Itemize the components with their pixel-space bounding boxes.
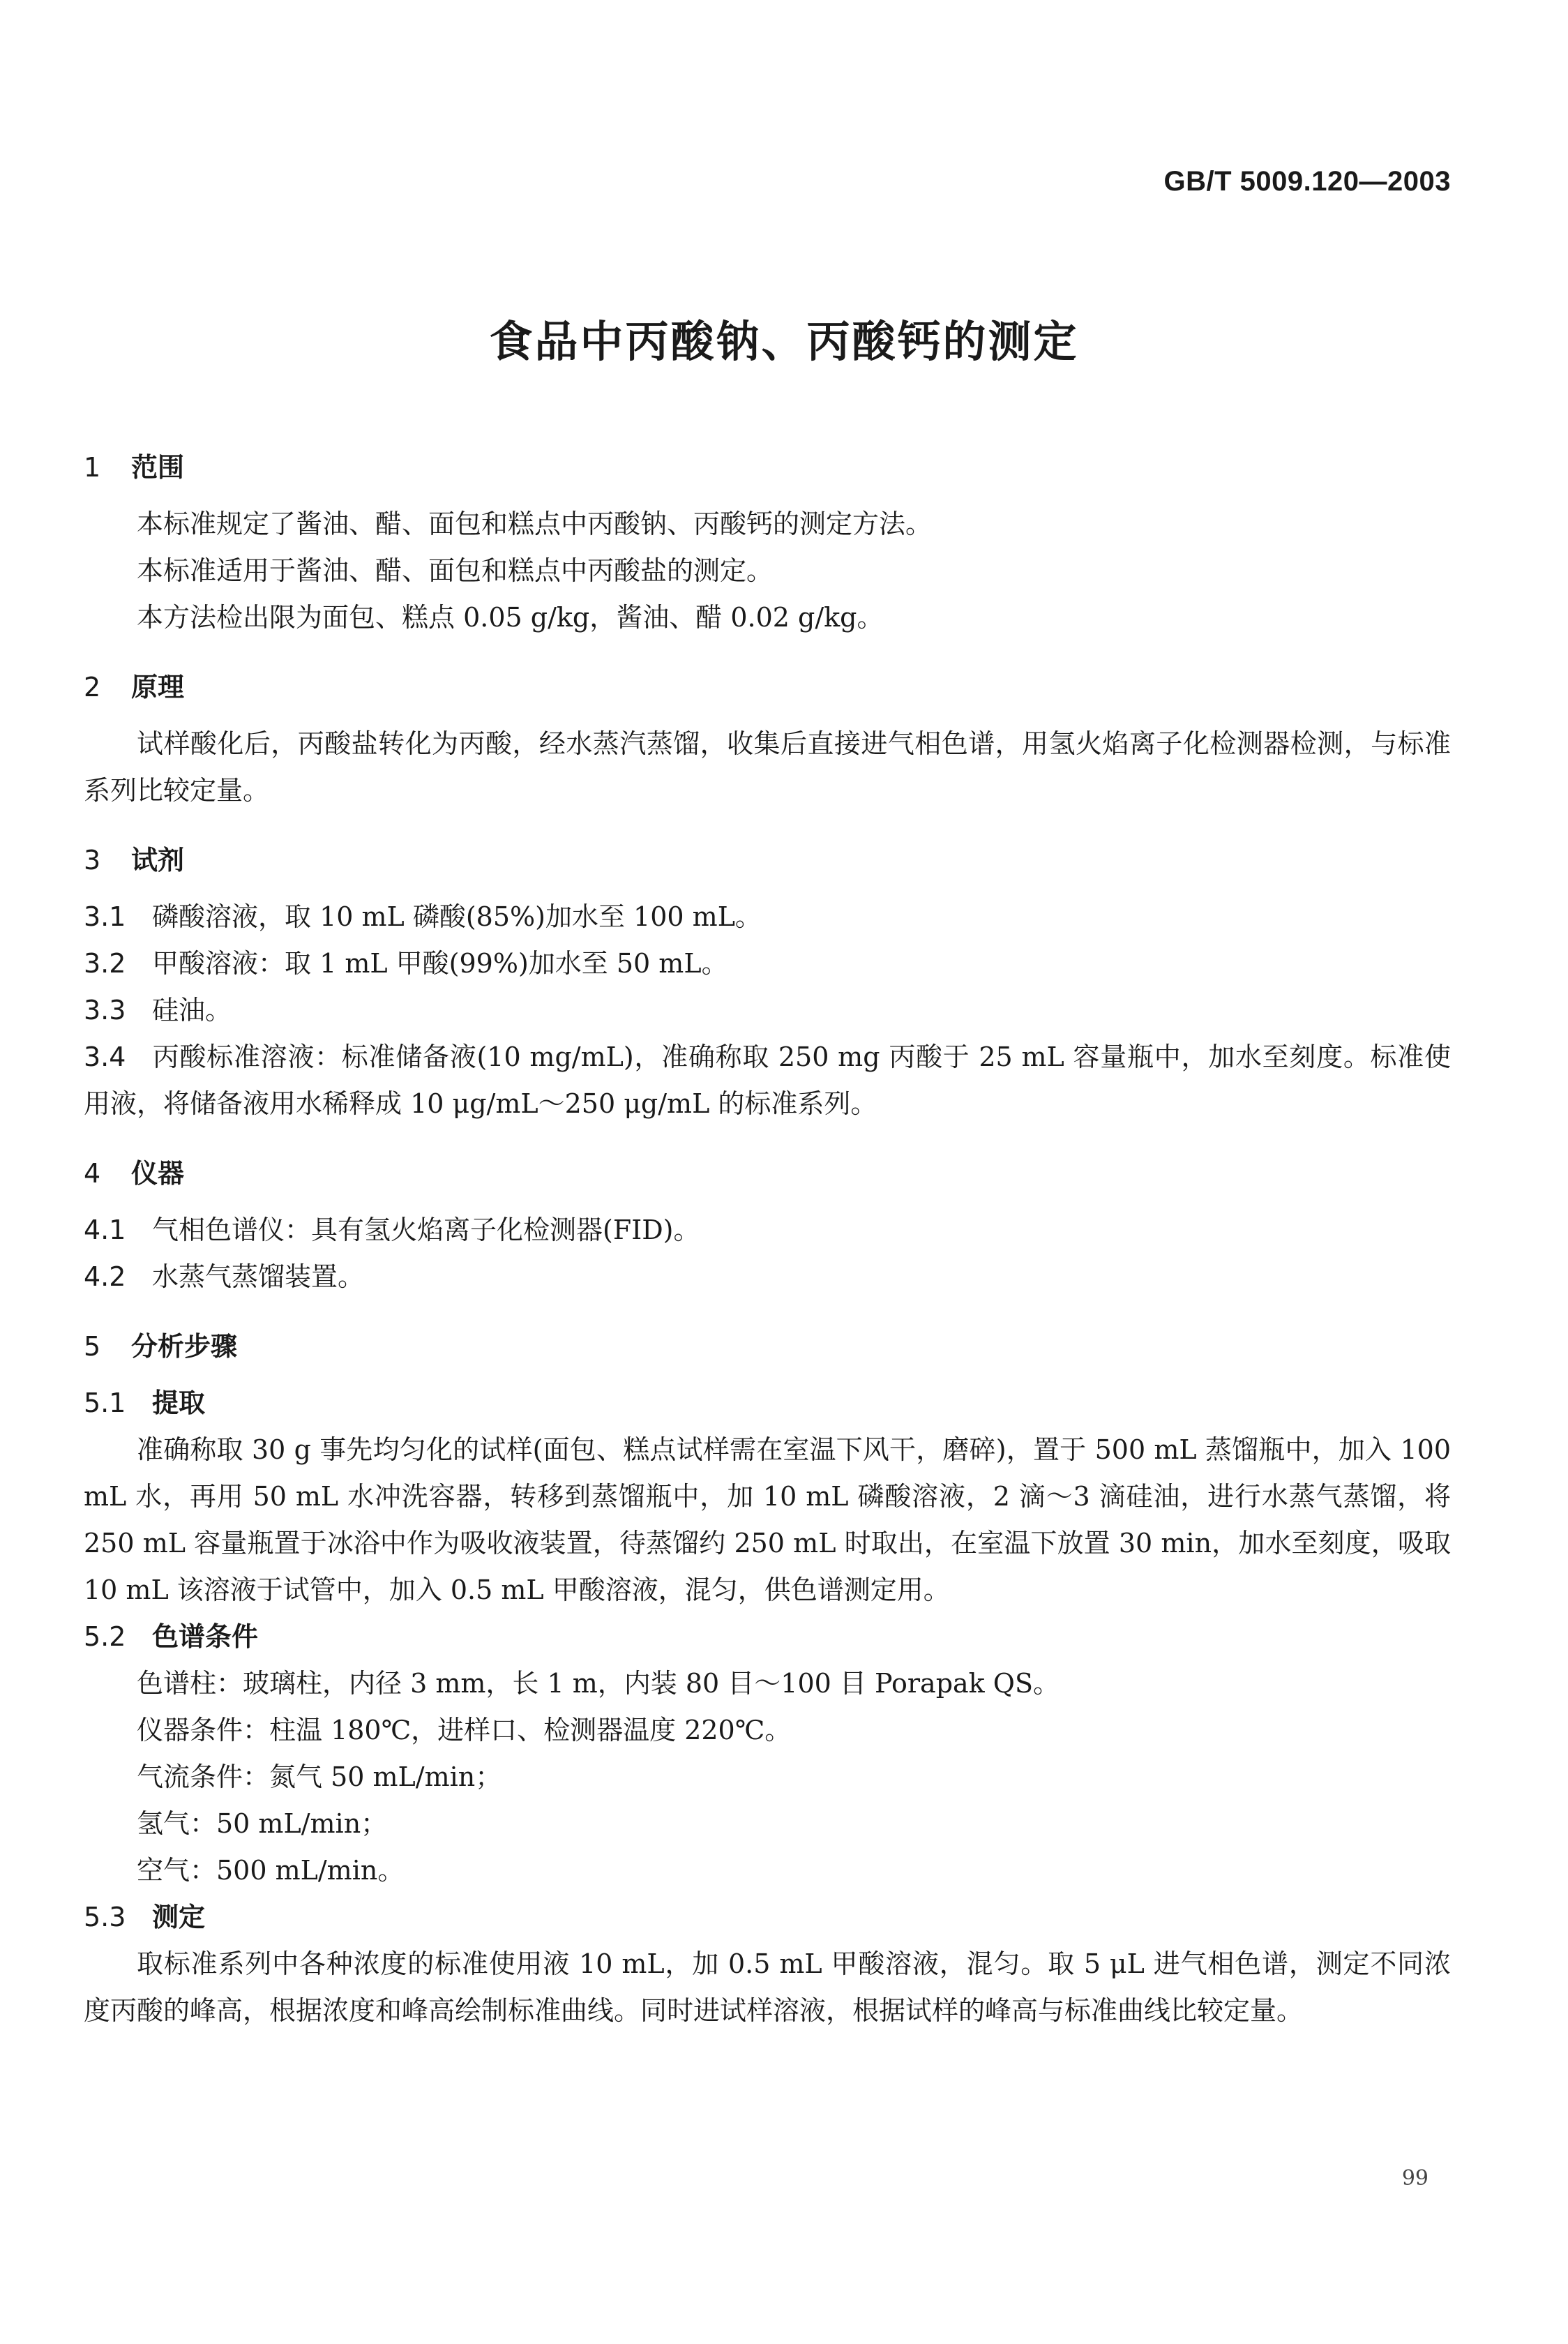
item-text: 丙酸标准溶液：标准储备液(10 mg/mL)，准确称取 250 mg 丙酸于 25 mL 容量瓶中，加水至刻度。标准使用液，将储备液用水稀释成 10 μg/mL～250 μg/mL 的标准系列。: [84, 1042, 1451, 1119]
item-text: 甲酸溶液：取 1 mL 甲酸(99%)加水至 50 mL。: [152, 948, 728, 979]
section-title: 分析步骤: [131, 1331, 238, 1362]
item-text: 硅油。: [152, 995, 232, 1026]
condition-line: 空气：500 mL/min。: [137, 1855, 405, 1886]
item-text: 水蒸气蒸馏装置。: [152, 1261, 365, 1292]
subsection-heading-chromatography: [84, 1614, 1451, 1660]
section-title: 范围: [131, 452, 185, 483]
section-number: 5: [84, 1331, 101, 1362]
item-number: 3.1: [84, 901, 126, 932]
subsection-title: 测定: [152, 1902, 206, 1932]
list-item: [84, 894, 1451, 940]
subsection-number: 5.2: [84, 1621, 126, 1652]
item-number: 3.4: [84, 1042, 126, 1072]
subsection-title: 色谱条件: [152, 1621, 259, 1652]
subsection-number: 5.1: [84, 1388, 126, 1418]
paragraph: 本标准适用于酱油、醋、面包和糕点中丙酸盐的测定。: [137, 555, 774, 586]
condition-line: 仪器条件：柱温 180℃，进样口、检测器温度 220℃。: [137, 1715, 792, 1745]
list-item: [84, 1034, 1451, 1127]
section-title: 原理: [131, 672, 185, 703]
list-item: [84, 1207, 1451, 1254]
paragraph: 准确称取 30 g 事先均匀化的试样(面包、糕点试样需在室温下风干，磨碎)，置于 500 mL 蒸馏瓶中，加入 100 mL 水，再用 50 mL 水冲洗容器，转移到蒸馏瓶中，加 10 mL 磷酸溶液，2 滴～3 滴硅油，进行水蒸气蒸馏，将 250 mL 容量瓶置于冰浴中作为吸收液装置，待蒸馏约 250 mL 时取出，在室温下放置 30 min，加水至刻度，吸取 10 mL 该溶液于试管中，加入 0.5 mL 甲酸溶液，混匀，供色谱测定用。: [84, 1434, 1451, 1605]
item-text: 气相色谱仪：具有氢火焰离子化检测器(FID)。: [152, 1215, 700, 1245]
section-heading-apparatus: [84, 1152, 1451, 1194]
item-number: 4.1: [84, 1215, 126, 1245]
document-body: [84, 446, 1451, 2034]
document-title: 食品中丙酸钠、丙酸钙的测定: [489, 316, 1079, 367]
list-item: [84, 1254, 1451, 1300]
paragraph: 试样酸化后，丙酸盐转化为丙酸，经水蒸汽蒸馏，收集后直接进气相色谱，用氢火焰离子化检测器检测，与标准系列比较定量。: [84, 728, 1451, 806]
item-number: 4.2: [84, 1261, 126, 1292]
section-number: 2: [84, 672, 101, 703]
subsection-heading-determination: [84, 1894, 1451, 1941]
item-number: 3.3: [84, 995, 126, 1026]
subsection-number: 5.3: [84, 1902, 126, 1932]
section-heading-principle: [84, 666, 1451, 708]
section-heading-reagents: [84, 839, 1451, 881]
section-heading-scope: [84, 446, 1451, 488]
subsection-heading-extraction: [84, 1380, 1451, 1427]
page-number: 99: [1401, 2166, 1428, 2191]
section-title: 试剂: [131, 845, 185, 876]
paragraph: 取标准系列中各种浓度的标准使用液 10 mL，加 0.5 mL 甲酸溶液，混匀。取 5 μL 进气相色谱，测定不同浓度丙酸的峰高，根据浓度和峰高绘制标准曲线。同时进试样溶液，根据试样的峰高与标准曲线比较定量。: [84, 1948, 1451, 2026]
section-heading-procedure: [84, 1325, 1451, 1367]
list-item: [84, 987, 1451, 1034]
paragraph: 本标准规定了酱油、醋、面包和糕点中丙酸钠、丙酸钙的测定方法。: [137, 509, 933, 539]
standard-code: GB/T 5009.120—2003: [1163, 166, 1451, 197]
paragraph: 本方法检出限为面包、糕点 0.05 g/kg，酱油、醋 0.02 g/kg。: [137, 602, 884, 633]
subsection-title: 提取: [152, 1388, 206, 1418]
list-item: [84, 940, 1451, 987]
section-number: 3: [84, 845, 101, 876]
section-number: 4: [84, 1158, 101, 1189]
condition-line: 色谱柱：玻璃柱，内径 3 mm，长 1 m，内装 80 目～100 目 Porapak QS。: [137, 1668, 1060, 1699]
condition-line: 氢气：50 mL/min；: [137, 1808, 388, 1839]
section-number: 1: [84, 452, 101, 483]
condition-line: 气流条件：氮气 50 mL/min；: [137, 1761, 502, 1792]
item-number: 3.2: [84, 948, 126, 979]
section-title: 仪器: [131, 1158, 185, 1189]
item-text: 磷酸溶液，取 10 mL 磷酸(85%)加水至 100 mL。: [152, 901, 762, 932]
